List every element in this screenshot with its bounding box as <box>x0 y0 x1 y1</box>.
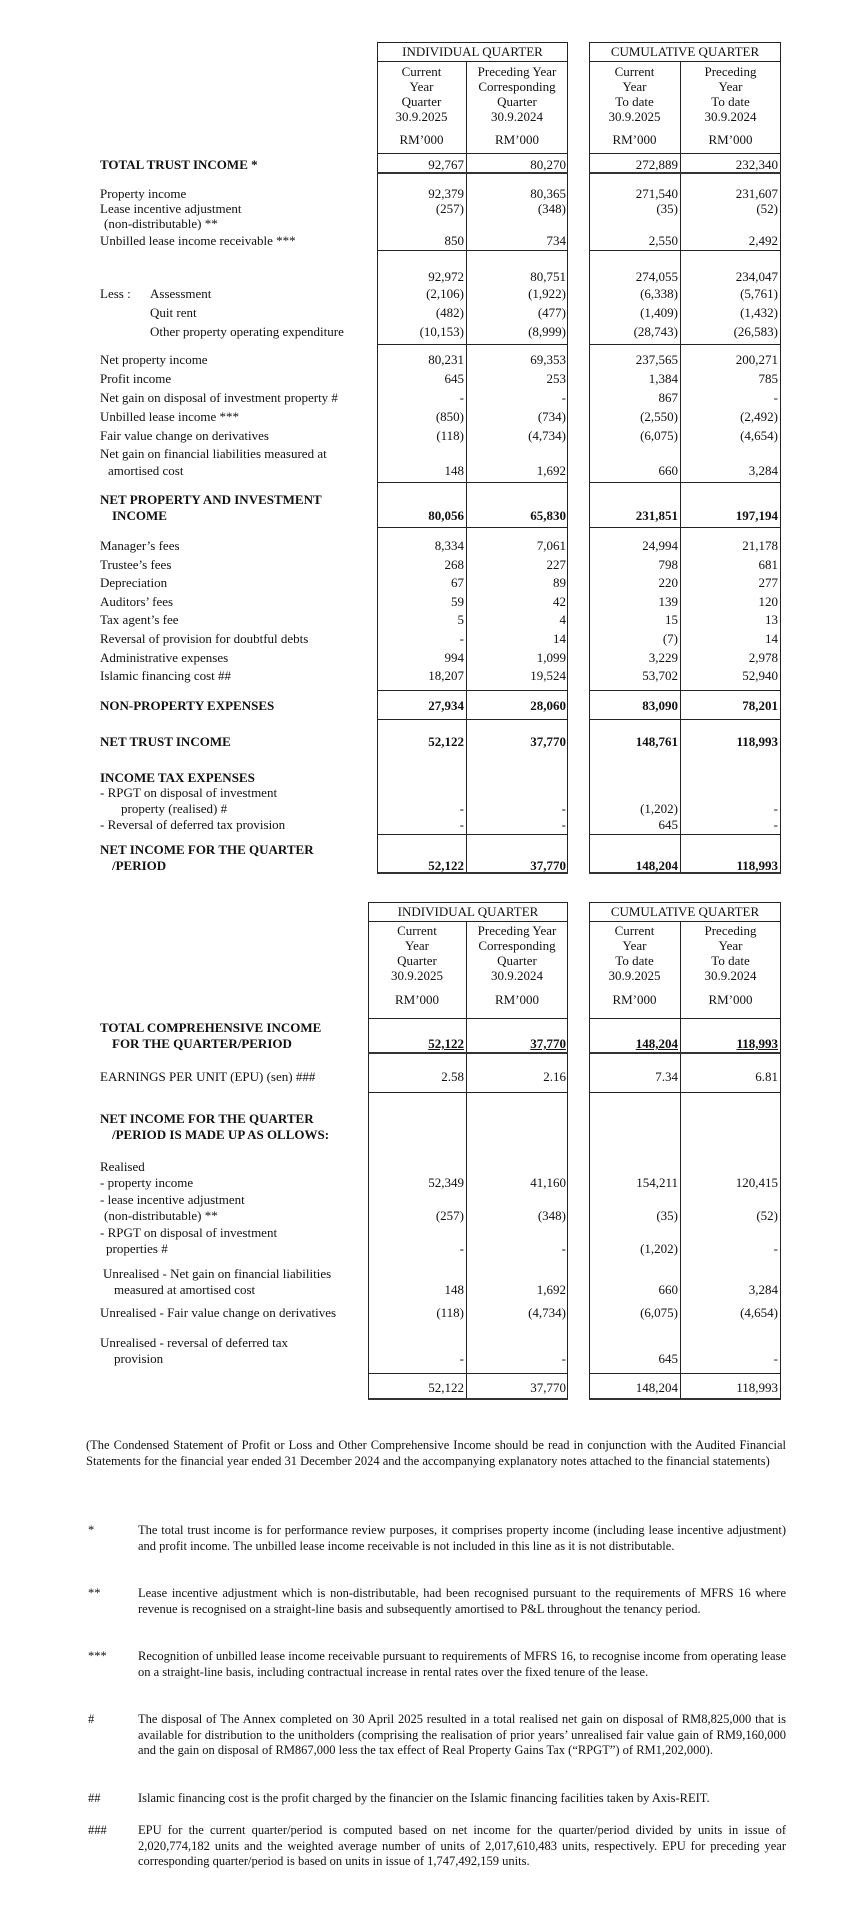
row-label-cont: provision <box>114 1351 164 1366</box>
row-label: NON-PROPERTY EXPENSES <box>100 698 275 713</box>
rule <box>589 527 781 528</box>
row-label-cont: INCOME <box>112 508 167 523</box>
rule <box>377 61 568 62</box>
cell-value: 52,122 <box>428 734 464 749</box>
cell-value: 67 <box>451 575 464 590</box>
cell-value: - <box>561 817 566 832</box>
cell-value-total: 37,770 <box>530 1380 566 1395</box>
row-sublabel: Other property operating expenditure <box>150 324 344 339</box>
row-label: Unbilled lease income receivable *** <box>100 233 296 248</box>
cell-value: 13 <box>765 612 778 627</box>
rule <box>377 344 568 345</box>
rule <box>377 172 568 174</box>
rule <box>589 921 781 922</box>
rule <box>368 1018 568 1019</box>
row-label: Property income <box>100 186 187 201</box>
cell-value: (8,999) <box>528 324 566 339</box>
cell-value: (4,734) <box>528 428 566 443</box>
row-label: Fair value change on derivatives <box>100 428 269 443</box>
cell-value: 120,415 <box>735 1175 778 1190</box>
cell-value: 80,751 <box>530 269 566 284</box>
cell-value: - <box>459 817 464 832</box>
cell-value: 1,692 <box>536 463 566 478</box>
cell-value: (1,202) <box>640 801 678 816</box>
cell-value: 5 <box>457 612 464 627</box>
row-label-cont: property (realised) # <box>121 801 228 816</box>
row-label: Net gain on financial liabilities measured at <box>100 446 327 461</box>
cell-value: 139 <box>658 594 678 609</box>
cell-value: - <box>773 1241 778 1256</box>
cell-value-total: 118,993 <box>736 1380 778 1395</box>
rule <box>589 1018 781 1019</box>
cell-value: 59 <box>451 594 464 609</box>
row-label: Unrealised - Fair value change on derivatives <box>100 1305 337 1320</box>
cell-value: - <box>459 1351 464 1366</box>
cell-value: 231,851 <box>635 508 678 523</box>
cell-value: 65,830 <box>530 508 566 523</box>
cell-value: 53,702 <box>642 668 678 683</box>
row-label: Manager’s fees <box>100 538 180 553</box>
cell-value: 660 <box>658 1282 678 1297</box>
footnote-mark: # <box>88 1712 95 1726</box>
cell-value: (10,153) <box>419 324 464 339</box>
column-header-current-year-to-date: Current Year To date 30.9.2025 RM’000 <box>608 923 661 1007</box>
rule <box>377 834 568 835</box>
cell-value: - <box>459 1241 464 1256</box>
cell-value: - <box>561 1351 566 1366</box>
column-header-preceding-year-quarter: Preceding Year Corresponding Quarter 30.9.2024 RM’000 <box>477 923 557 1007</box>
cell-value: - <box>459 631 464 646</box>
group-header-individual: INDIVIDUAL QUARTER <box>397 904 539 919</box>
cell-value: (52) <box>756 1208 778 1223</box>
row-label: NET TRUST INCOME <box>100 734 231 749</box>
cell-value: 92,767 <box>428 157 464 172</box>
cell-value: (52) <box>756 201 778 216</box>
cell-value: 798 <box>658 557 678 572</box>
row-sublabel: Assessment <box>150 286 212 301</box>
rule <box>589 250 781 251</box>
cell-value: 785 <box>758 371 778 386</box>
row-label-cont: FOR THE QUARTER/PERIOD <box>112 1036 292 1051</box>
group-header-individual: INDIVIDUAL QUARTER <box>402 44 543 59</box>
cell-value: (1,409) <box>640 305 678 320</box>
cell-value: 18,207 <box>428 668 464 683</box>
cell-value: 148,204 <box>635 858 678 873</box>
cell-value: - <box>561 801 566 816</box>
row-label-cont: amortised cost <box>108 463 184 478</box>
cell-value: 69,353 <box>530 352 566 367</box>
cell-value: 42 <box>553 594 566 609</box>
cell-value: (1,202) <box>640 1241 678 1256</box>
cell-value: - <box>773 801 778 816</box>
column-header-current-year-quarter: Current Year Quarter 30.9.2025 RM’000 <box>391 923 443 1007</box>
cell-value: 80,056 <box>428 508 464 523</box>
cell-value: 80,231 <box>428 352 464 367</box>
statement-reading-note: (The Condensed Statement of Profit or Loss and Other Comprehensive Income should be read in conjunction with the Audited Financial Statements for the financial year ended 31 December 2024 and the accompanying explanatory notes attached to the financial statements) <box>86 1438 786 1468</box>
cell-value: 200,271 <box>735 352 778 367</box>
cell-value: (7) <box>662 631 678 646</box>
footnote-text: EPU for the current quarter/period is computed based on net income for the quarter/period divided by units in issue of 2,020,774,182 units and the weighted average number of units of 2,017,610,483 units, respectively. EPU for preceding year corresponding quarter/period is based on units in issue of 1,747,492,159 units. <box>138 1823 786 1868</box>
row-label: - RPGT on disposal of investment <box>100 785 278 800</box>
cell-value: 660 <box>658 463 678 478</box>
row-label: Trustee’s fees <box>100 557 172 572</box>
cell-value: (118) <box>436 428 464 443</box>
cell-value: (734) <box>537 409 566 424</box>
cell-value: 7.34 <box>655 1069 678 1084</box>
row-label: Auditors’ fees <box>100 594 174 609</box>
row-label-cont: (non-distributable) ** <box>104 1208 218 1223</box>
cell-value: 92,972 <box>428 269 464 284</box>
row-label: Administrative expenses <box>100 650 229 665</box>
cell-value: 19,524 <box>530 668 566 683</box>
row-label: NET INCOME FOR THE QUARTER <box>100 842 314 857</box>
cell-value: 231,607 <box>735 186 778 201</box>
rule <box>368 1373 568 1374</box>
rule <box>589 690 781 691</box>
rule <box>377 153 568 154</box>
cell-value: 268 <box>444 557 464 572</box>
row-label: - Reversal of deferred tax provision <box>100 817 286 832</box>
cell-value: 80,270 <box>530 157 566 172</box>
cell-value: 1,692 <box>536 1282 566 1297</box>
rule <box>589 344 781 345</box>
cell-value: 734 <box>546 233 566 248</box>
cell-value: 645 <box>444 371 464 386</box>
cell-value: 154,211 <box>636 1175 678 1190</box>
column-header-preceding-year-quarter: Preceding Year Corresponding Quarter 30.9.2024 RM’000 <box>477 64 557 147</box>
footnote-text: The total trust income is for performance review purposes, it comprises property income (including lease incentive adjustment) and profit income. The unbilled lease income receivable is not included in this line as it is not distributable. <box>138 1523 786 1553</box>
cell-value: 2,492 <box>748 233 778 248</box>
rule <box>368 921 568 922</box>
footnote-mark: *** <box>88 1649 107 1663</box>
cell-value: 7,061 <box>536 538 566 553</box>
rule <box>589 834 781 835</box>
cell-value: (26,583) <box>733 324 778 339</box>
column-header-preceding-year-to-date: Preceding Year To date 30.9.2024 RM’000 <box>704 923 757 1007</box>
col-divider <box>466 62 467 874</box>
row-label: Profit income <box>100 371 172 386</box>
rule <box>377 250 568 251</box>
row-label-cont: /PERIOD IS MADE UP AS OLLOWS: <box>112 1127 330 1142</box>
rule <box>377 482 568 483</box>
row-label: - RPGT on disposal of investment <box>100 1225 278 1240</box>
row-label: - property income <box>100 1175 194 1190</box>
row-label: Net gain on disposal of investment property # <box>100 390 338 405</box>
cell-value: (482) <box>435 305 464 320</box>
cell-value: (257) <box>435 1208 464 1223</box>
cell-value: 118,993 <box>736 734 778 749</box>
row-label: Realised <box>100 1159 145 1174</box>
rule <box>377 719 568 720</box>
row-label-less: Less : <box>100 286 131 301</box>
row-label-cont: /PERIOD <box>112 858 167 873</box>
row-sublabel: Quit rent <box>150 305 197 320</box>
cell-value: 27,934 <box>428 698 464 713</box>
row-label: NET INCOME FOR THE QUARTER <box>100 1111 314 1126</box>
cell-value: 2.16 <box>543 1069 566 1084</box>
cell-value: (4,734) <box>528 1305 566 1320</box>
cell-value: 994 <box>444 650 464 665</box>
cell-value: 118,993 <box>736 858 778 873</box>
group-header-cumulative: CUMULATIVE QUARTER <box>610 44 760 59</box>
cell-value: (5,761) <box>740 286 778 301</box>
cell-value: - <box>459 801 464 816</box>
row-label-cont: properties # <box>106 1241 168 1256</box>
cell-value-total: 52,122 <box>428 1380 464 1395</box>
cell-value: 1,099 <box>536 650 566 665</box>
row-label-cont: measured at amortised cost <box>114 1282 256 1297</box>
cell-value: - <box>561 1241 566 1256</box>
row-label: Net property income <box>100 352 208 367</box>
cell-value: (1,432) <box>740 305 778 320</box>
cell-value: (348) <box>537 1208 566 1223</box>
cell-value: 197,194 <box>735 508 778 523</box>
column-header-current-year-to-date: Current Year To date 30.9.2025 RM’000 <box>608 64 661 147</box>
cell-value: (2,492) <box>740 409 778 424</box>
cell-value: 52,122 <box>428 1036 464 1051</box>
rule <box>589 1398 781 1400</box>
cell-value: (2,550) <box>640 409 678 424</box>
cell-value: 120 <box>758 594 778 609</box>
rule <box>589 482 781 483</box>
rule <box>589 1373 781 1374</box>
rule <box>589 172 781 174</box>
group-header-cumulative: CUMULATIVE QUARTER <box>610 904 760 919</box>
rule <box>377 690 568 691</box>
cell-value: 681 <box>758 557 778 572</box>
cell-value: (257) <box>435 201 464 216</box>
cell-value: 24,994 <box>642 538 678 553</box>
cell-value: 41,160 <box>530 1175 566 1190</box>
footnote-text: The disposal of The Annex completed on 30 April 2025 resulted in a total realised net gain on disposal of RM8,825,000 that is available for distribution to the unitholders (comprising the realisation of prior years’ unrealised fair value gain of RM9,160,000 and the gain on disposal of RM867,000 less the tax effect of Real Property Gains Tax (“RPGT”) of RM1,202,000). <box>138 1712 786 1757</box>
footnote-mark: * <box>88 1523 95 1537</box>
footnote-text: Lease incentive adjustment which is non-distributable, had been recognised pursuant to the requirements of MFRS 16 where revenue is recognised on a straight-line basis and subsequently amortised to P&L throughout the tenancy period. <box>138 1586 786 1616</box>
footnote-mark: ** <box>88 1586 101 1600</box>
cell-value: (28,743) <box>633 324 678 339</box>
cell-value: 2,550 <box>648 233 678 248</box>
cell-value: 80,365 <box>530 186 566 201</box>
cell-value: 92,379 <box>428 186 464 201</box>
cell-value: 14 <box>765 631 778 646</box>
cell-value: (35) <box>656 1208 678 1223</box>
footnote-mark: ## <box>88 1791 101 1805</box>
row-label: NET PROPERTY AND INVESTMENT <box>100 492 322 507</box>
cell-value: 1,384 <box>648 371 678 386</box>
cell-value: 272,889 <box>635 157 678 172</box>
cell-value: (118) <box>436 1305 464 1320</box>
row-label-cont: (non-distributable) ** <box>104 216 218 231</box>
cell-value: 89 <box>553 575 566 590</box>
cell-value: 3,284 <box>748 463 778 478</box>
cell-value: 78,201 <box>742 698 778 713</box>
cell-value: 118,993 <box>736 1036 778 1051</box>
cell-value: 271,540 <box>635 186 678 201</box>
cell-value: 277 <box>758 575 778 590</box>
rule <box>589 61 781 62</box>
cell-value: 274,055 <box>635 269 678 284</box>
cell-value: 15 <box>665 612 678 627</box>
row-label: Unrealised - Net gain on financial liabilities <box>103 1266 332 1281</box>
cell-value: (4,654) <box>740 428 778 443</box>
cell-value: 4 <box>559 612 566 627</box>
cell-value: 237,565 <box>635 352 678 367</box>
cell-value: 148 <box>444 463 464 478</box>
cell-value: 37,770 <box>530 858 566 873</box>
rule <box>589 719 781 720</box>
cell-value: - <box>459 390 464 405</box>
column-header-current-year-quarter: Current Year Quarter 30.9.2025 RM’000 <box>395 64 448 147</box>
cell-value: 227 <box>546 557 566 572</box>
row-label-epu: EARNINGS PER UNIT (EPU) (sen) ### <box>100 1069 316 1084</box>
rule <box>589 1092 781 1093</box>
row-label: Unbilled lease income *** <box>100 409 239 424</box>
row-label: Islamic financing cost ## <box>100 668 232 683</box>
cell-value: 37,770 <box>530 734 566 749</box>
cell-value: 28,060 <box>530 698 566 713</box>
cell-value: (35) <box>656 201 678 216</box>
row-label: TOTAL TRUST INCOME * <box>100 157 258 172</box>
rule <box>589 1052 781 1054</box>
row-label: Depreciation <box>100 575 168 590</box>
cell-value: 253 <box>546 371 566 386</box>
row-label: Unrealised - reversal of deferred tax <box>100 1335 289 1350</box>
cell-value: 220 <box>658 575 678 590</box>
cell-value: 3,284 <box>748 1282 778 1297</box>
cell-value: 2,978 <box>748 650 778 665</box>
cell-value-total: 148,204 <box>635 1380 678 1395</box>
cell-value: 21,178 <box>742 538 778 553</box>
cell-value: 52,122 <box>428 858 464 873</box>
cell-value: - <box>773 390 778 405</box>
cell-value: 3,229 <box>648 650 678 665</box>
row-label: - lease incentive adjustment <box>100 1192 245 1207</box>
cell-value: 850 <box>444 233 464 248</box>
cell-value: 6.81 <box>755 1069 778 1084</box>
column-header-preceding-year-to-date: Preceding Year To date 30.9.2024 RM’000 <box>704 64 757 147</box>
cell-value: 2.58 <box>441 1069 464 1084</box>
footnote-mark: ### <box>88 1823 107 1837</box>
cell-value: (6,075) <box>640 1305 678 1320</box>
row-label: Reversal of provision for doubtful debts <box>100 631 309 646</box>
cell-value: 232,340 <box>735 157 778 172</box>
cell-value: (2,106) <box>426 286 464 301</box>
row-label: Tax agent’s fee <box>100 612 179 627</box>
cell-value: (4,654) <box>740 1305 778 1320</box>
cell-value: 148,204 <box>635 1036 678 1051</box>
row-label: Lease incentive adjustment <box>100 201 242 216</box>
rule <box>589 153 781 154</box>
cell-value: - <box>773 817 778 832</box>
cell-value: 645 <box>658 817 678 832</box>
cell-value: 234,047 <box>735 269 778 284</box>
cell-value: - <box>561 390 566 405</box>
cell-value: 52,349 <box>428 1175 464 1190</box>
cell-value: (1,922) <box>528 286 566 301</box>
rule <box>368 1052 568 1054</box>
row-label: TOTAL COMPREHENSIVE INCOME <box>100 1020 322 1035</box>
rule <box>368 1398 568 1400</box>
cell-value: (348) <box>537 201 566 216</box>
cell-value: 52,940 <box>742 668 778 683</box>
cell-value: 148,761 <box>635 734 678 749</box>
cell-value: 867 <box>658 390 678 405</box>
cell-value: (6,075) <box>640 428 678 443</box>
col-divider <box>680 62 681 874</box>
cell-value: (477) <box>537 305 566 320</box>
cell-value: 645 <box>658 1351 678 1366</box>
rule <box>368 1092 568 1093</box>
cell-value: 8,334 <box>434 538 464 553</box>
cell-value: (6,338) <box>640 286 678 301</box>
cell-value: - <box>773 1351 778 1366</box>
cell-value: 148 <box>444 1282 464 1297</box>
cell-value: 14 <box>553 631 566 646</box>
cell-value: 37,770 <box>530 1036 566 1051</box>
row-label: INCOME TAX EXPENSES <box>100 770 255 785</box>
cell-value: (850) <box>435 409 464 424</box>
rule <box>377 527 568 528</box>
footnote-text: Islamic financing cost is the profit charged by the financier on the Islamic financing facilities taken by Axis-REIT. <box>138 1791 710 1805</box>
footnote-text: Recognition of unbilled lease income receivable pursuant to requirements of MFRS 16, to recognise income from operating lease on a straight-line basis, including contractual increase in rental rates over the fixed tenure of the lease. <box>138 1649 786 1679</box>
cell-value: 83,090 <box>642 698 678 713</box>
